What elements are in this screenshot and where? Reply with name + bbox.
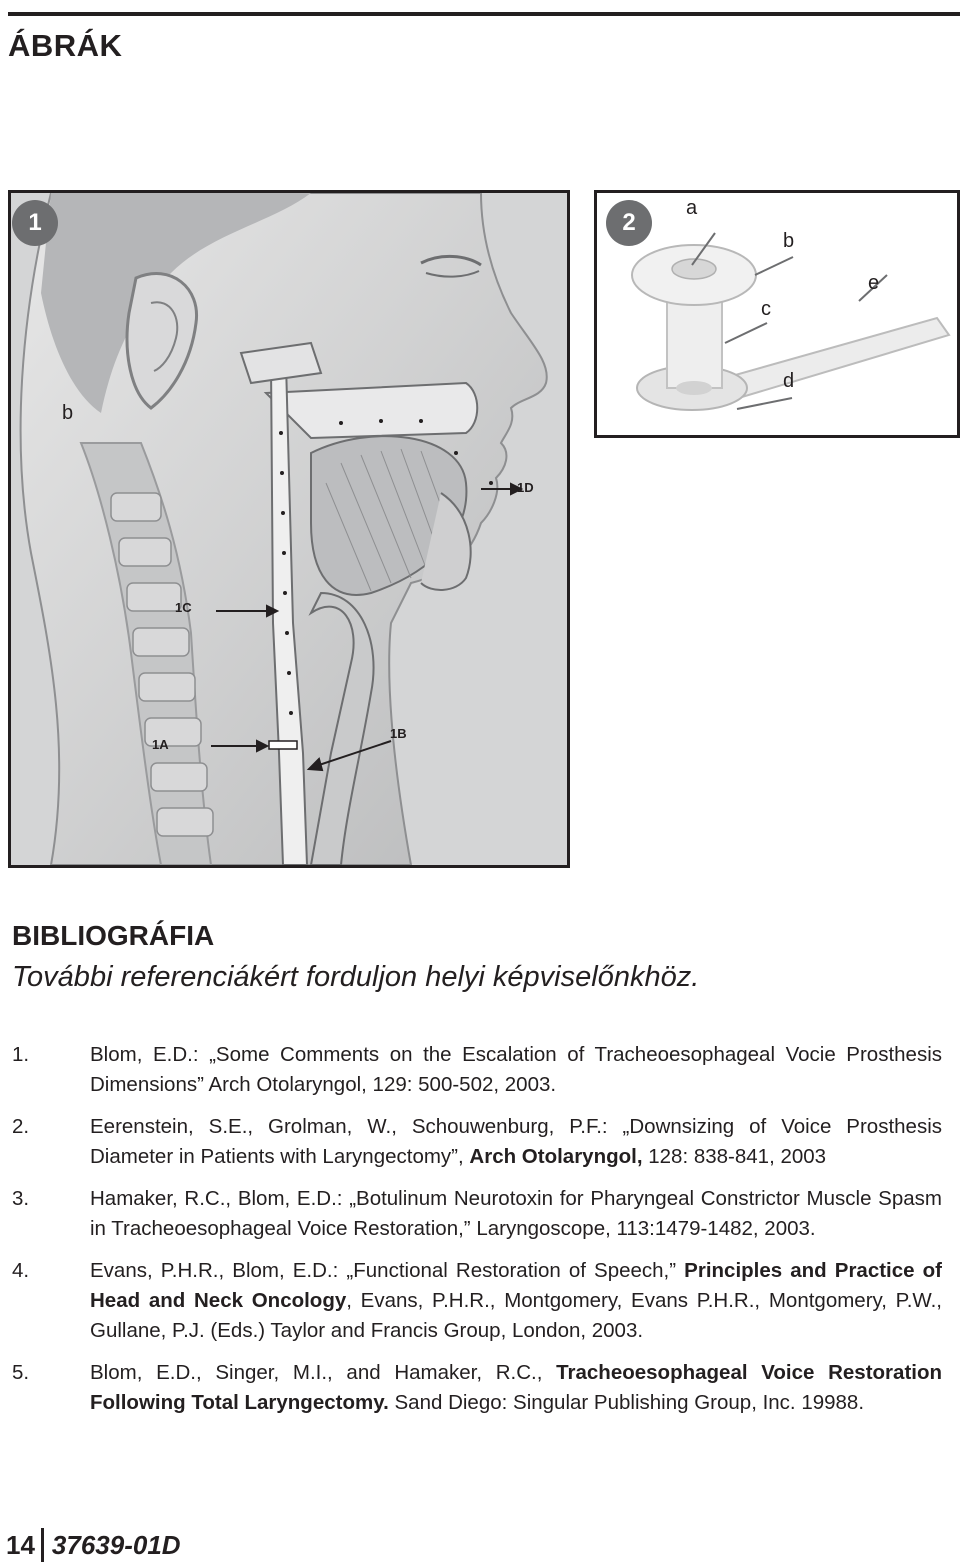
- figure-2-label-c: c: [761, 298, 771, 320]
- reference-text: Blom, E.D.: „Some Comments on the Escalation of Tracheoesophageal Vocie Prosthesis Dimensions” Arch Otolaryngol, 129: 500-502, 2003.: [90, 1043, 942, 1096]
- footer-divider: [41, 1528, 44, 1562]
- reference-list: [12, 1040, 942, 1430]
- document-id: 37639-01D: [51, 1529, 181, 1560]
- reference-source: Tracheoesophageal Voice Restoration Following Total Laryngectomy.: [90, 1361, 943, 1414]
- figure-1-label-b: b: [62, 402, 74, 424]
- figure-2-label-e: e: [868, 272, 880, 294]
- reference-text: Hamaker, R.C., Blom, E.D.: „Botulinum Neurotoxin for Pharyngeal Constrictor Muscle Spasm in Tracheoesophageal Voice Restoration,” Laryngoscope, 113:1479-1482, 2003.: [90, 1187, 942, 1240]
- page-footer: [6, 1528, 181, 1562]
- figure-1-tag-1b: 1B: [390, 726, 407, 741]
- figure-2-label-b: b: [783, 230, 795, 252]
- figure-1-illustration: [8, 190, 570, 868]
- reference-source: Arch Otolaryngol,: [469, 1145, 643, 1168]
- section-title: ÁBRÁK: [8, 28, 123, 63]
- figure-2-label-a: a: [686, 197, 698, 219]
- reference-text-end: 128: 838-841, 2003: [642, 1145, 827, 1168]
- figure-2-label-d: d: [783, 370, 795, 392]
- page-number: 14: [6, 1529, 35, 1560]
- reference-number: 3.: [12, 1187, 30, 1210]
- figure-2-number: 2: [606, 200, 652, 246]
- reference-item: [12, 1040, 942, 1100]
- reference-source: Principles and Practice of Head and Neck Oncology: [90, 1259, 942, 1312]
- reference-text: Blom, E.D., Singer, M.I., and Hamaker, R.C.,: [90, 1361, 557, 1384]
- reference-item: [12, 1256, 942, 1346]
- reference-item: [12, 1358, 942, 1418]
- reference-text: Eerenstein, S.E., Grolman, W., Schouwenburg, P.F.: „Downsizing of Voice Prosthesis Diameter in Patients with Laryngectomy”,: [90, 1115, 942, 1168]
- head-neck-diagram: [11, 193, 567, 865]
- bibliography-subtitle: További referenciákért forduljon helyi képviselőnkhöz.: [12, 961, 700, 993]
- top-rule: [8, 12, 960, 16]
- reference-number: 2.: [12, 1115, 30, 1138]
- reference-number: 4.: [12, 1259, 30, 1282]
- bibliography-title: BIBLIOGRÁFIA: [12, 920, 215, 951]
- figure-1-tag-1c: 1C: [175, 600, 192, 615]
- reference-text: Evans, P.H.R., Blom, E.D.: „Functional Restoration of Speech,”: [90, 1259, 685, 1282]
- reference-item: [12, 1184, 942, 1244]
- figure-1-tag-1d: 1D: [517, 480, 534, 495]
- reference-item: [12, 1112, 942, 1172]
- reference-number: 1.: [12, 1043, 30, 1066]
- reference-number: 5.: [12, 1361, 30, 1384]
- figure-1-tag-1a: 1A: [152, 737, 169, 752]
- reference-text-end: Sand Diego: Singular Publishing Group, Inc. 19988.: [388, 1391, 865, 1414]
- figure-1-number: 1: [12, 200, 58, 246]
- reference-text-end: , Evans, P.H.R., Montgomery, Evans P.H.R., Montgomery, P.W., Gullane, P.J. (Eds.) Taylor and Francis Group, London, 2003.: [90, 1289, 942, 1342]
